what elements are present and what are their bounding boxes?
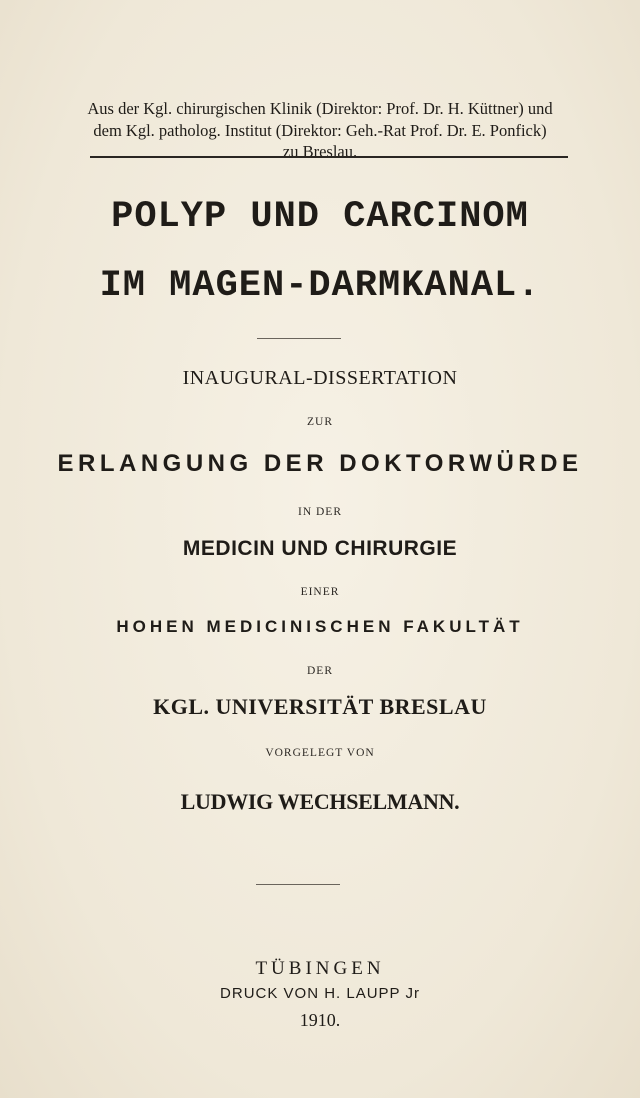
connector-der: DER: [307, 665, 333, 677]
author-name: LUDWIG WECHSELMANN.: [180, 789, 460, 814]
faculty-line: HOHEN MEDICINISCHEN FAKULTÄT: [116, 617, 524, 636]
author-divider: [256, 884, 340, 885]
title-divider: [257, 338, 341, 339]
title-line-1: POLYP UND CARCINOM: [111, 196, 529, 238]
connector-einer: EINER: [300, 586, 340, 598]
submitted-by-label: VORGELEGT VON: [265, 747, 375, 759]
header-divider: [90, 156, 568, 158]
header-line-2: dem Kgl. patholog. Institut (Direktor: Geh.-Rat Prof. Dr. E. Ponfick): [93, 120, 547, 140]
subject-line: MEDICIN UND CHIRURGIE: [182, 537, 458, 560]
degree-line: ERLANGUNG DER DOKTORWÜRDE: [57, 450, 583, 477]
connector-in-der: IN DER: [297, 506, 342, 518]
university-line: KGL. UNIVERSITÄT BRESLAU: [153, 694, 487, 719]
imprint-city: TÜBINGEN: [255, 958, 385, 979]
title-line-2: IM MAGEN-DARMKANAL.: [99, 265, 541, 307]
header-line-1: Aus der Kgl. chirurgischen Klinik (Direktor: Prof. Dr. H. Küttner) und: [87, 99, 553, 118]
dissertation-label: INAUGURAL-DISSERTATION: [182, 367, 458, 389]
connector-zur: ZUR: [307, 416, 333, 428]
imprint-printer: DRUCK VON H. LAUPP Jr: [220, 985, 420, 1002]
imprint-year: 1910.: [299, 1010, 341, 1030]
institution-header: [22, 98, 618, 163]
header-line-3: zu Breslau.: [282, 142, 358, 161]
